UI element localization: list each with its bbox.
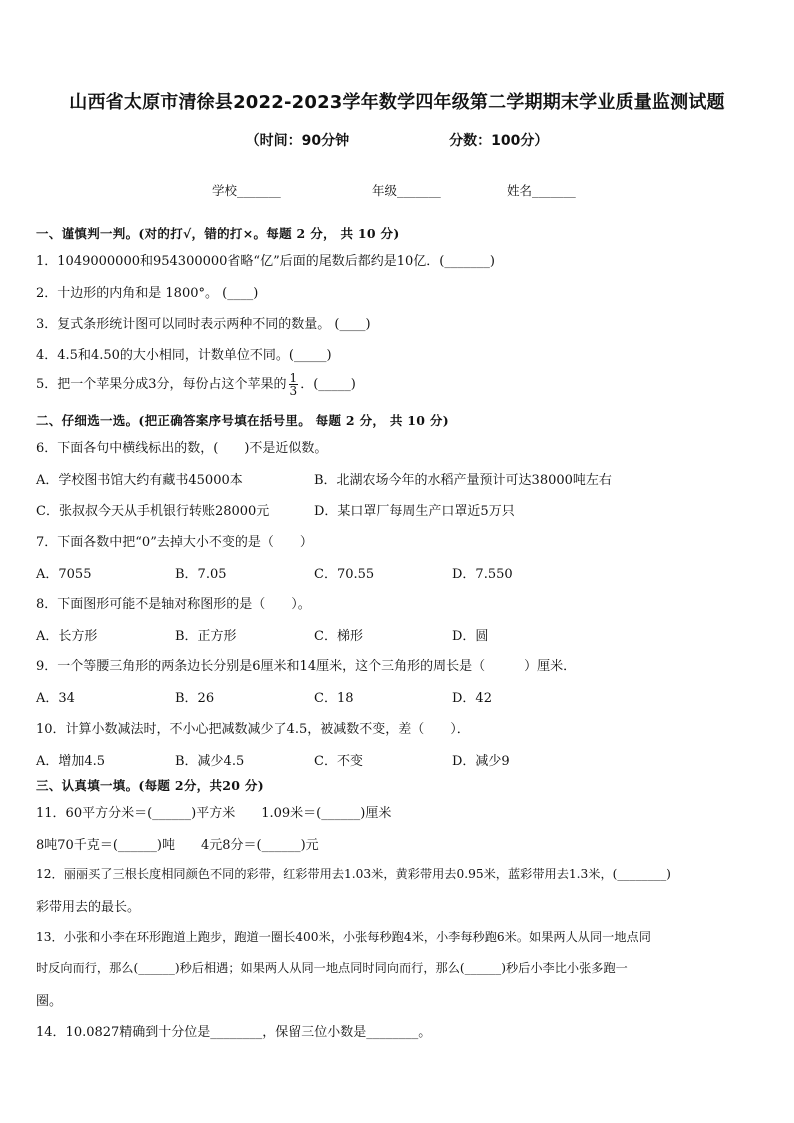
question-3: 3．复式条形统计图可以同时表示两种不同的数量。 (____): [36, 317, 371, 332]
question-2: 2．十边形的内角和是 1800°。 (____): [36, 286, 259, 301]
question-6-option-b[interactable]: B．北湖农场今年的水稻产量预计可达38000吨左右: [314, 473, 612, 488]
question-8-option-a[interactable]: A．长方形: [36, 629, 98, 644]
question-10-option-b[interactable]: B．减少4.5: [175, 754, 245, 769]
question-5-text: 5．把一个苹果分成3分，每份占这个苹果的: [36, 377, 287, 392]
question-8-option-b[interactable]: B．正方形: [175, 629, 237, 644]
name-field[interactable]: 姓名_______: [507, 183, 576, 198]
question-6-option-d[interactable]: D．某口罩厂每周生产口罩近5万只: [314, 504, 515, 519]
question-13-line-1: 13．小张和小李在环形跑道上跑步，跑道一圈长400米，小张每秒跑4米，小李每秒跑6米。如果两人从同一地点同: [36, 930, 651, 944]
grade-field[interactable]: 年级_______: [372, 183, 441, 198]
question-9-option-d[interactable]: D．42: [452, 691, 492, 706]
fraction-denominator: 3: [289, 384, 298, 398]
question-13-line-3: 圈。: [36, 994, 63, 1009]
question-14: 14．10.0827精确到十分位是________，保留三位小数是________。: [36, 1025, 432, 1040]
question-8: 8．下面图形可能不是轴对称图形的是（ ）。: [36, 597, 311, 612]
question-1: 1．1049000000和954300000省略“亿”后面的尾数后都约是10亿．(_______): [36, 254, 495, 269]
question-9: 9．一个等腰三角形的两条边长分别是6厘米和14厘米，这个三角形的周长是（ ）厘米．: [36, 659, 577, 674]
question-9-option-a[interactable]: A．34: [36, 691, 75, 706]
question-12-line-1: 12．丽丽买了三根长度相同颜色不同的彩带，红彩带用去1.03米，黄彩带用去0.95米，蓝彩带用去1.3米，(________): [36, 867, 671, 881]
section-2-heading: 二、仔细选一选。(把正确答案序号填在括号里。 每题 2 分， 共 10 分): [36, 413, 449, 428]
section-3-heading: 三、认真填一填。(每题 2分，共20 分): [36, 778, 264, 793]
fraction-one-third: [289, 372, 299, 397]
question-11-line-2: 8吨70千克＝(______)吨 4元8分＝(______)元: [36, 838, 319, 853]
question-9-option-b[interactable]: B．26: [175, 691, 215, 706]
question-5-blank: ．(_____): [300, 377, 356, 392]
question-7-option-a[interactable]: A．7055: [36, 567, 92, 582]
question-7-option-b[interactable]: B．7.05: [175, 567, 227, 582]
question-6-option-a[interactable]: A．学校图书馆大约有藏书45000本: [36, 473, 243, 488]
exam-time: （时间：90分钟: [245, 133, 350, 149]
question-6-option-c[interactable]: C．张叔叔今天从手机银行转账28000元: [36, 504, 270, 519]
question-10-option-a[interactable]: A．增加4.5: [36, 754, 106, 769]
question-5: [36, 372, 356, 397]
question-7-option-c[interactable]: C．70.55: [314, 567, 375, 582]
question-9-option-c[interactable]: C．18: [314, 691, 354, 706]
question-10-option-d[interactable]: D．减少9: [452, 754, 510, 769]
question-4: 4．4.5和4.50的大小相同，计数单位不同。(_____): [36, 348, 332, 363]
question-10: 10．计算小数减法时，不小心把减数减少了4.5，被减数不变，差（ ）．: [36, 722, 470, 737]
question-7: 7．下面各数中把“0”去掉大小不变的是（ ）: [36, 535, 313, 550]
fraction-numerator: 1: [289, 371, 298, 385]
question-8-option-d[interactable]: D．圆: [452, 629, 489, 644]
question-7-option-d[interactable]: D．7.550: [452, 567, 513, 582]
question-8-option-c[interactable]: C．梯形: [314, 629, 363, 644]
school-field[interactable]: 学校_______: [212, 183, 281, 198]
section-1-heading: 一、谨慎判一判。(对的打√，错的打×。每题 2 分， 共 10 分): [36, 226, 400, 241]
question-10-option-c[interactable]: C．不变: [314, 754, 363, 769]
question-6: 6．下面各句中横线标出的数，( )不是近似数。: [36, 441, 328, 456]
question-13-line-2: 时反向而行，那么(______)秒后相遇；如果两人从同一地点同时同向而行，那么(______)秒后小李比小张多跑一: [36, 961, 628, 975]
exam-title: 山西省太原市清徐县2022-2023学年数学四年级第二学期期末学业质量监测试题: [69, 92, 725, 113]
question-12-line-2: 彩带用去的最长。: [36, 900, 141, 915]
exam-score: 分数：100分）: [449, 133, 549, 149]
exam-subtitle: [0, 130, 794, 150]
question-11-line-1: 11．60平方分米＝(______)平方米 1.09米＝(______)厘米: [36, 806, 392, 821]
